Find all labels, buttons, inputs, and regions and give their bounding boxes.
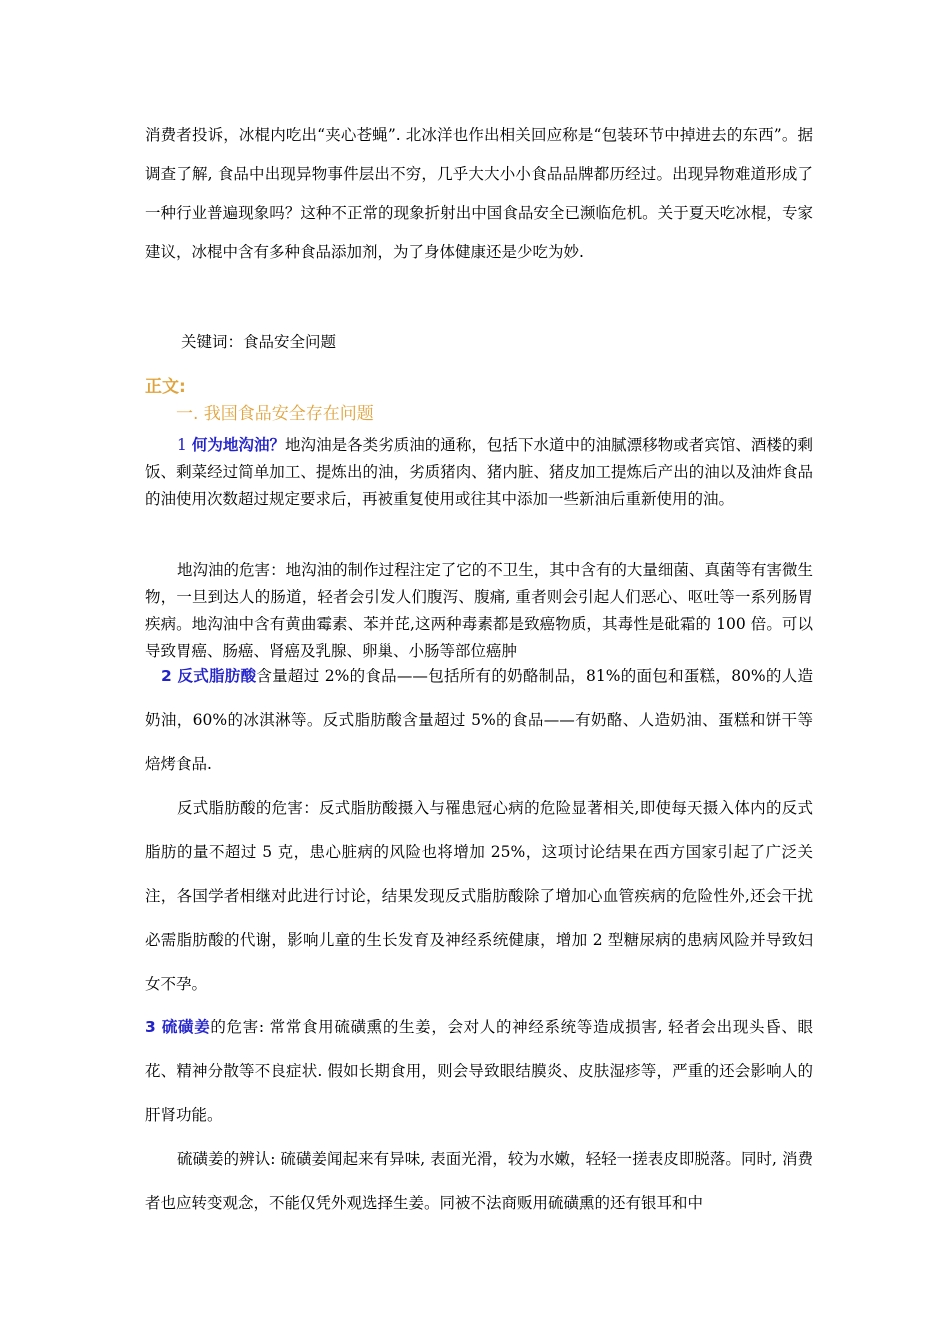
item3-paragraph [145, 1005, 813, 1137]
item3-number: 3 [145, 1018, 162, 1036]
item3-identify-paragraph: 硫磺姜的辨认: 硫磺姜闻起来有异味, 表面光滑，较为水嫩，轻轻一搓表皮即脱落。同时, 消费者也应转变观念，不能仅凭外观选择生姜。同被不法商贩用硫磺熏的还有银耳和中 [145, 1150, 813, 1212]
keywords-line: 关键词：食品安全问题 [181, 333, 337, 351]
item1-paragraph [145, 432, 813, 513]
item1-harm-paragraph: 地沟油的危害：地沟油的制作过程注定了它的不卫生，其中含有的大量细菌、真菌等有害微生物，一旦到达人的肠道，轻者会引发人们腹泻、腹痛, 重者则会引起人们恶心、呕吐等一系列肠胃疾病。地沟油中含有黄曲霉素、苯并芘,这两种毒素都是致癌物质，其毒性是砒霜的 100 倍。可以导致胃癌、肠癌、肾癌及乳腺、卵巢、小肠等部位癌肿 [145, 561, 813, 660]
item2-text: 含量超过 2%的食品——包括所有的奶酪制品，81%的面包和蛋糕，80%的人造奶油，60%的冰淇淋等。反式脂肪酸含量超过 5%的食品——有奶酪、人造奶油、蛋糕和饼干等焙烤食品. [145, 667, 813, 773]
main-heading: 正文: [145, 377, 186, 397]
item3-text: 的危害: 常常食用硫磺熏的生姜，会对人的神经系统等造成损害, 轻者会出现头昏、眼花、精神分散等不良症状. 假如长期食用，则会导致眼结膜炎、皮肤湿疹等，严重的还会影响人的肝肾功能。 [145, 1018, 813, 1124]
item1-number: 1 [177, 436, 192, 454]
item1-term: 何为地沟油？ [191, 436, 286, 454]
item3-term: 硫磺姜 [161, 1018, 211, 1036]
item2-number: 2 [161, 667, 178, 685]
intro-paragraph: 消费者投诉，冰棍内吃出“夹心苍蝇”. 北冰洋也作出相关回应称是“包装环节中掉进去的东西”。据调查了解, 食品中出现异物事件层出不穷，几乎大大小小食品品牌都历经过。出现异物难道形成了一种行业普遍现象吗？这种不正常的现象折射出中国食品安全已濒临危机。关于夏天吃冰棍，专家建议，冰棍中含有多种食品添加剂，为了身体健康还是少吃为妙. [145, 126, 813, 261]
item2-paragraph [145, 654, 813, 786]
item2-harm-paragraph: 反式脂肪酸的危害：反式脂肪酸摄入与罹患冠心病的危险显著相关,即使每天摄入体内的反式脂肪的量不超过 5 克，患心脏病的风险也将增加 25%，这项讨论结果在西方国家引起了广泛关注，各国学者相继对此进行讨论，结果发现反式脂肪酸除了增加心血管疾病的危险性外,还会干扰必需脂肪酸的代谢，影响儿童的生长发育及神经系统健康，增加 2 型糖尿病的患病风险并导致妇女不孕。 [145, 799, 813, 993]
item1-text: 地沟油是各类劣质油的通称，包括下水道中的油腻漂移物或者宾馆、酒楼的剩饭、剩菜经过简单加工、提炼出的油，劣质猪肉、猪内脏、猪皮加工提炼后产出的油以及油炸食品的油使用次数超过规定要求后，再被重复使用或往其中添加一些新油后重新使用的油。 [145, 436, 813, 508]
section-title: 一. 我国食品安全存在问题 [176, 404, 374, 424]
item2-term: 反式脂肪酸 [177, 667, 257, 685]
